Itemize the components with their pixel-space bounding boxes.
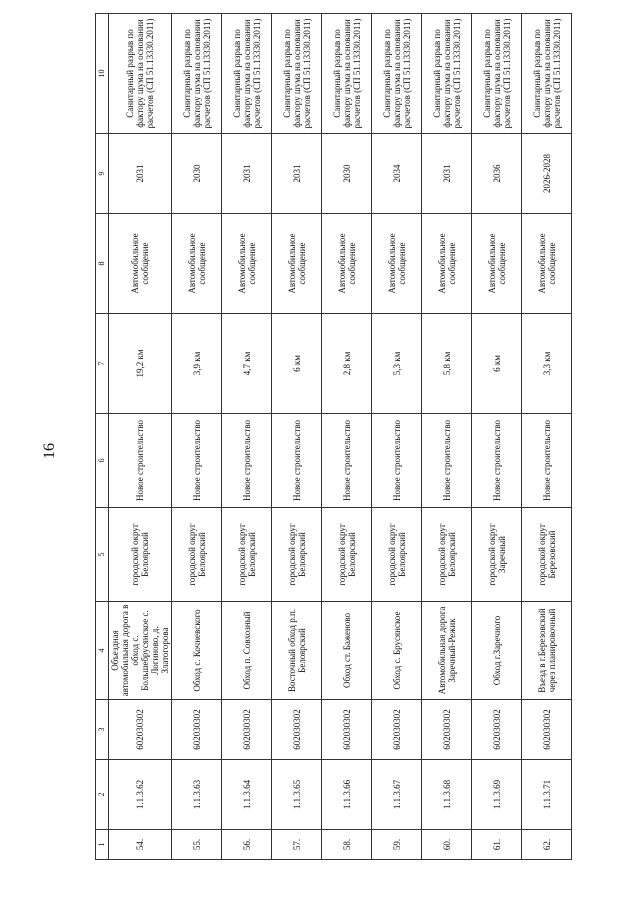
object-name: Обход п. Совхозный bbox=[222, 602, 272, 700]
object-name: Обход ст. Баженово bbox=[322, 602, 372, 700]
object-code: 1.1.3.71 bbox=[522, 760, 572, 830]
zone-cell: Санитарный разрыв по фактору шума на основании расчетов (СП 51.13330.2011) bbox=[522, 14, 572, 134]
zone-cell: Санитарный разрыв по фактору шума на основании расчетов (СП 51.13330.2011) bbox=[322, 14, 372, 134]
table-row bbox=[109, 14, 172, 860]
column-header: 10 bbox=[96, 14, 109, 134]
year-cell: 2031 bbox=[109, 134, 172, 214]
year-cell: 2031 bbox=[422, 134, 472, 214]
purpose-cell: Автомобильное сообщение bbox=[272, 214, 322, 314]
column-header: 3 bbox=[96, 700, 109, 760]
object-code: 1.1.3.62 bbox=[109, 760, 172, 830]
activity-type: Новое строительство bbox=[322, 414, 372, 508]
zone-cell: Санитарный разрыв по фактору шума на основании расчетов (СП 51.13330.2011) bbox=[172, 14, 222, 134]
object-name: Автомобильная дорога Заречный-Режик bbox=[422, 602, 472, 700]
object-code: 1.1.3.65 bbox=[272, 760, 322, 830]
zone-cell: Санитарный разрыв по фактору шума на основании расчетов (СП 51.13330.2011) bbox=[372, 14, 422, 134]
column-header: 4 bbox=[96, 602, 109, 700]
object-code: 1.1.3.63 bbox=[172, 760, 222, 830]
year-cell: 2034 bbox=[372, 134, 422, 214]
zone-cell: Санитарный разрыв по фактору шума на основании расчетов (СП 51.13330.2011) bbox=[422, 14, 472, 134]
zone-cell: Санитарный разрыв по фактору шума на основании расчетов (СП 51.13330.2011) bbox=[472, 14, 522, 134]
table-row bbox=[172, 14, 222, 860]
object-code: 1.1.3.68 bbox=[422, 760, 472, 830]
object-code: 1.1.3.69 bbox=[472, 760, 522, 830]
objects-table bbox=[95, 13, 572, 860]
object-name: Восточный обход р.п. Белоярский bbox=[272, 602, 322, 700]
length-cell: 2,8 км bbox=[322, 314, 372, 414]
row-number: 54. bbox=[109, 830, 172, 860]
row-number: 56. bbox=[222, 830, 272, 860]
length-cell: 5,8 км bbox=[422, 314, 472, 414]
object-code: 1.1.3.64 bbox=[222, 760, 272, 830]
object-name: Въезд в г.Березовский через планировочный bbox=[522, 602, 572, 700]
zone-cell: Санитарный разрыв по фактору шума на основании расчетов (СП 51.13330.2011) bbox=[109, 14, 172, 134]
activity-type: Новое строительство bbox=[422, 414, 472, 508]
year-cell: 2031 bbox=[272, 134, 322, 214]
code-cell: 602030302 bbox=[322, 700, 372, 760]
location-cell: городской округ Белоярский bbox=[322, 508, 372, 602]
column-header: 8 bbox=[96, 214, 109, 314]
code-cell: 602030302 bbox=[422, 700, 472, 760]
code-cell: 602030302 bbox=[272, 700, 322, 760]
activity-type: Новое строительство bbox=[109, 414, 172, 508]
activity-type: Новое строительство bbox=[472, 414, 522, 508]
row-number: 57. bbox=[272, 830, 322, 860]
location-cell: городской округ Белоярский bbox=[172, 508, 222, 602]
column-header: 9 bbox=[96, 134, 109, 214]
length-cell: 4,7 км bbox=[222, 314, 272, 414]
length-cell: 6 км bbox=[472, 314, 522, 414]
zone-cell: Санитарный разрыв по фактору шума на основании расчетов (СП 51.13330.2011) bbox=[222, 14, 272, 134]
activity-type: Новое строительство bbox=[522, 414, 572, 508]
row-number: 62. bbox=[522, 830, 572, 860]
code-cell: 602030302 bbox=[522, 700, 572, 760]
purpose-cell: Автомобильное сообщение bbox=[422, 214, 472, 314]
length-cell: 6 км bbox=[272, 314, 322, 414]
activity-type: Новое строительство bbox=[222, 414, 272, 508]
row-number: 61. bbox=[472, 830, 522, 860]
row-number: 59. bbox=[372, 830, 422, 860]
code-cell: 602030302 bbox=[372, 700, 422, 760]
year-cell: 2030 bbox=[172, 134, 222, 214]
object-name: Обход с. Кочневского bbox=[172, 602, 222, 700]
page-number: 16 bbox=[41, 443, 58, 459]
code-cell: 602030302 bbox=[109, 700, 172, 760]
location-cell: городской округ Березовский bbox=[522, 508, 572, 602]
code-cell: 602030302 bbox=[472, 700, 522, 760]
code-cell: 602030302 bbox=[172, 700, 222, 760]
activity-type: Новое строительство bbox=[272, 414, 322, 508]
length-cell: 19,2 км bbox=[109, 314, 172, 414]
purpose-cell: Автомобильное сообщение bbox=[172, 214, 222, 314]
location-cell: городской округ Белоярский bbox=[222, 508, 272, 602]
row-number: 60. bbox=[422, 830, 472, 860]
table-row bbox=[222, 14, 272, 860]
column-header: 6 bbox=[96, 414, 109, 508]
location-cell: городской округ Белоярский bbox=[109, 508, 172, 602]
object-code: 1.1.3.66 bbox=[322, 760, 372, 830]
year-cell: 2031 bbox=[222, 134, 272, 214]
table-row bbox=[272, 14, 322, 860]
object-name: Обход г.Заречного bbox=[472, 602, 522, 700]
length-cell: 5,3 км bbox=[372, 314, 422, 414]
table-row bbox=[472, 14, 522, 860]
year-cell: 2026-2028 bbox=[522, 134, 572, 214]
purpose-cell: Автомобильное сообщение bbox=[522, 214, 572, 314]
purpose-cell: Автомобильное сообщение bbox=[472, 214, 522, 314]
purpose-cell: Автомобильное сообщение bbox=[109, 214, 172, 314]
column-header: 5 bbox=[96, 508, 109, 602]
table-row bbox=[322, 14, 372, 860]
activity-type: Новое строительство bbox=[172, 414, 222, 508]
object-name: Обход с. Брусянское bbox=[372, 602, 422, 700]
activity-type: Новое строительство bbox=[372, 414, 422, 508]
location-cell: городской округ Белоярский bbox=[372, 508, 422, 602]
column-number-row bbox=[96, 14, 109, 860]
location-cell: городской округ Заречный bbox=[472, 508, 522, 602]
object-code: 1.1.3.67 bbox=[372, 760, 422, 830]
row-number: 55. bbox=[172, 830, 222, 860]
rotated-table-wrapper bbox=[95, 14, 572, 860]
row-number: 58. bbox=[322, 830, 372, 860]
table-row bbox=[422, 14, 472, 860]
purpose-cell: Автомобильное сообщение bbox=[222, 214, 272, 314]
length-cell: 3,3 км bbox=[522, 314, 572, 414]
column-header: 7 bbox=[96, 314, 109, 414]
code-cell: 602030302 bbox=[222, 700, 272, 760]
column-header: 1 bbox=[96, 830, 109, 860]
purpose-cell: Автомобильное сообщение bbox=[372, 214, 422, 314]
length-cell: 3,9 км bbox=[172, 314, 222, 414]
column-header: 2 bbox=[96, 760, 109, 830]
table-row bbox=[522, 14, 572, 860]
year-cell: 2036 bbox=[472, 134, 522, 214]
zone-cell: Санитарный разрыв по фактору шума на основании расчетов (СП 51.13330.2011) bbox=[272, 14, 322, 134]
table-row bbox=[372, 14, 422, 860]
location-cell: городской округ Белоярский bbox=[422, 508, 472, 602]
location-cell: городской округ Белоярский bbox=[272, 508, 322, 602]
year-cell: 2030 bbox=[322, 134, 372, 214]
purpose-cell: Автомобильное сообщение bbox=[322, 214, 372, 314]
object-name: Объездная автомобильная дорога в обход с. Большебрусянское с. Логиново, д. Златогорова bbox=[109, 602, 172, 700]
